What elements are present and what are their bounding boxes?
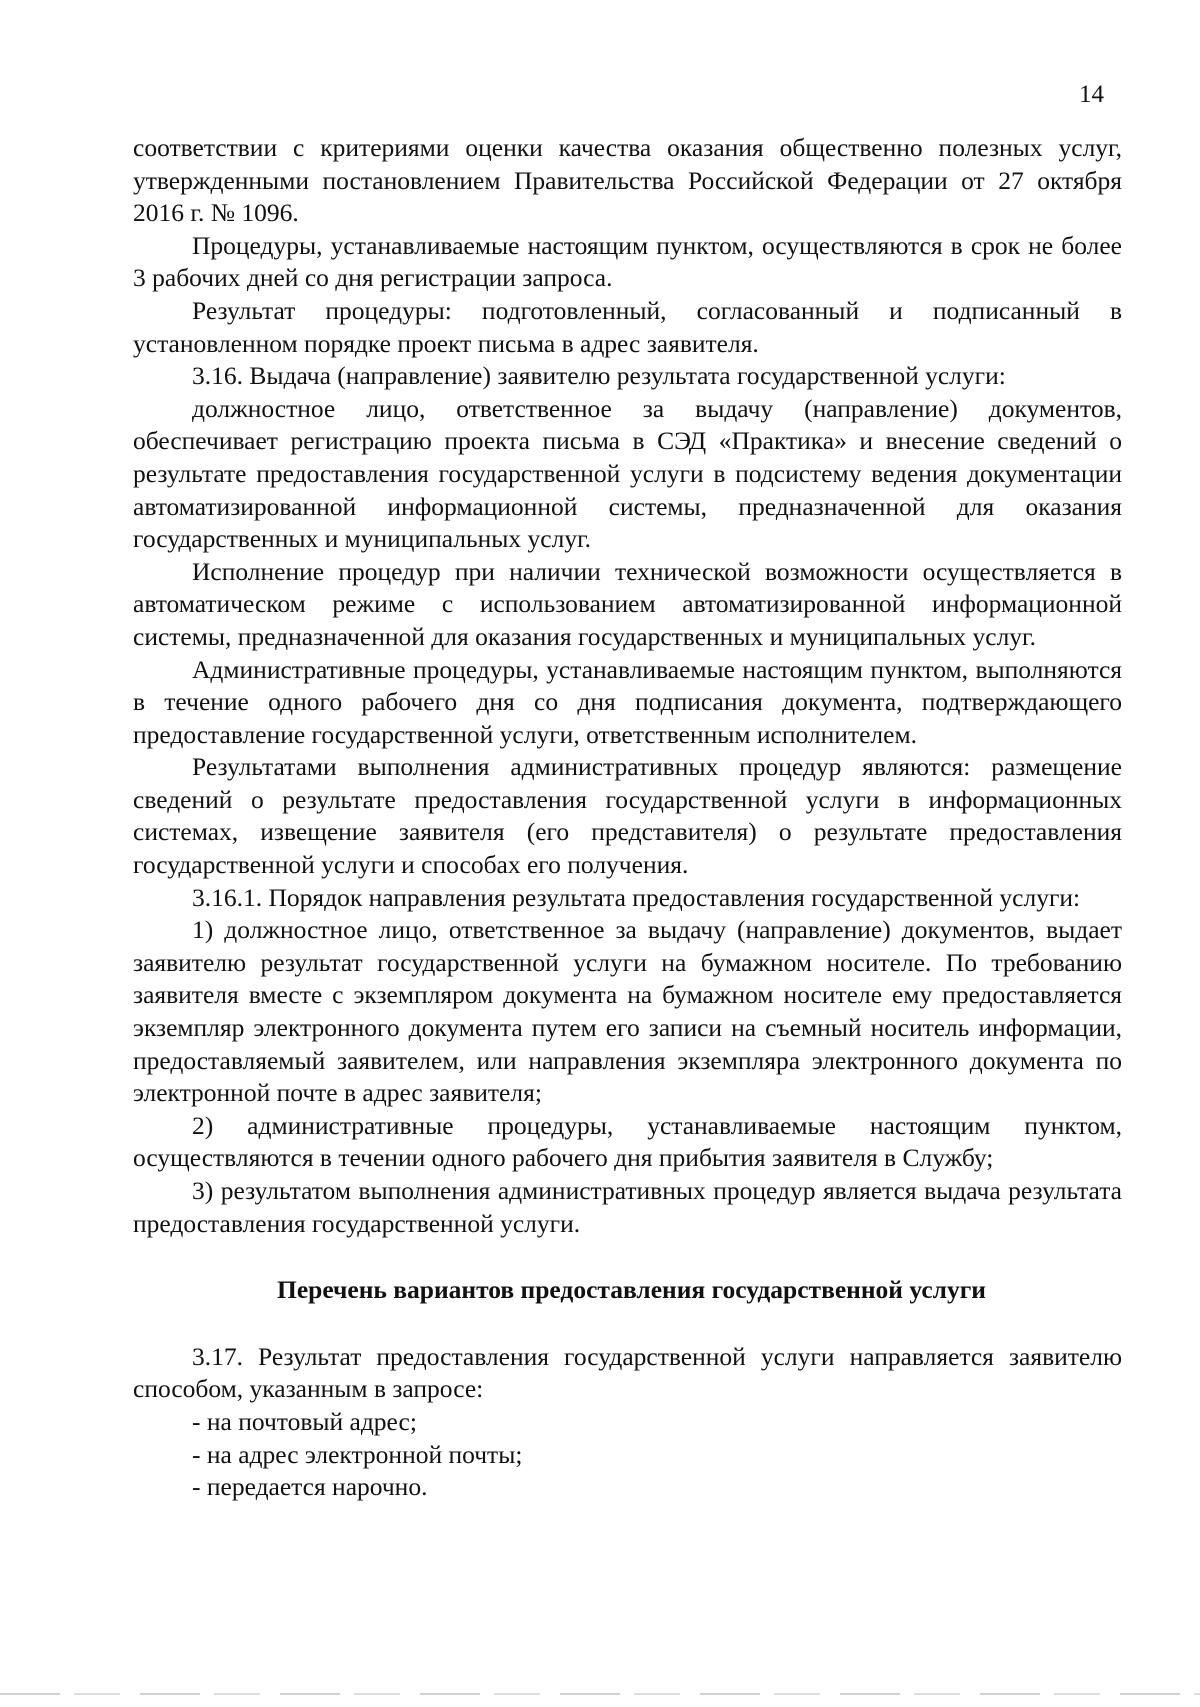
paragraph: Исполнение процедур при наличии технической возможности осуществляется в автоматическом режиме с использованием автоматизированной информационной системы, предназначенной для оказания государственных и муниципальных услуг. (133, 556, 1122, 651)
numbered-paragraph-3: 3) результатом выполнения административных процедур является выдача результата предоставления государственной услуги. (133, 1176, 1122, 1238)
scan-artifact-line (0, 1693, 1200, 1695)
paragraph: Процедуры, устанавливаемые настоящим пунктом, осуществляются в срок не более 3 рабочих дней со дня регистрации запроса. (133, 230, 1122, 293)
paragraph: соответствии с критериями оценки качества оказания общественно полезных услуг, утвержденными постановлением Правительства Российской Федерации от 27 октября 2016 г. № 1096. (133, 133, 1122, 228)
page-number: 14 (1079, 81, 1104, 108)
numbered-paragraph-2: 2) административные процедуры, устанавливаемые настоящим пунктом, осуществляются в течении одного рабочего дня прибытия заявителя в Службу; (133, 1110, 1122, 1173)
paragraph: должностное лицо, ответственное за выдачу (направление) документов, обеспечивает регистрацию проекта письма в СЭД «Практика» и внесение сведений о результате предоставления государственной услуги в подсистему ведения документации автоматизированной информационной системы, предназначенной для оказания государственных и муниципальных услуг. (133, 393, 1122, 554)
document-body (133, 132, 1122, 1504)
list-item: - на адрес электронной почты; (192, 1439, 523, 1469)
paragraph: Результатами выполнения административных процедур являются: размещение сведений о результате предоставления государственной услуги в информационных системах, извещение заявителя (его представителя) о результате предоставления государственной услуги и способах его получения. (133, 752, 1122, 880)
section-3-17-paragraph: 3.17. Результат предоставления государственной услуги направляется заявителю способом, указанным в запросе: (133, 1341, 1122, 1404)
numbered-paragraph-1: 1) должностное лицо, ответственное за выдачу (направление) документов, выдает заявителю результат государственной услуги на бумажном носителе. По требованию заявителя вместе с экземпляром документа на бумажном носителе ему предоставляется экземпляр электронного документа путем его записи на съемный носитель информации, предоставляемый заявителем, или направления экземпляра электронного документа по электронной почте в адрес заявителя; (133, 915, 1122, 1108)
list-item: - передается нарочно. (192, 1472, 428, 1502)
list-item: - на почтовый адрес; (192, 1406, 417, 1436)
paragraph: Административные процедуры, устанавливаемые настоящим пунктом, выполняются в течение одного рабочего дня со дня подписания документа, подтверждающего предоставление государственной услуги, ответственным исполнителем. (133, 654, 1122, 749)
section-3-16-1-title: 3.16.1. Порядок направления результата предоставления государственной услуги: (192, 882, 1081, 912)
paragraph: Результат процедуры: подготовленный, согласованный и подписанный в установленном порядке проект письма в адрес заявителя. (133, 295, 1122, 358)
section-3-16-title: 3.16. Выдача (направление) заявителю результата государственной услуги: (192, 361, 1006, 391)
section-heading: Перечень вариантов предоставления государственной услуги (277, 1275, 986, 1305)
